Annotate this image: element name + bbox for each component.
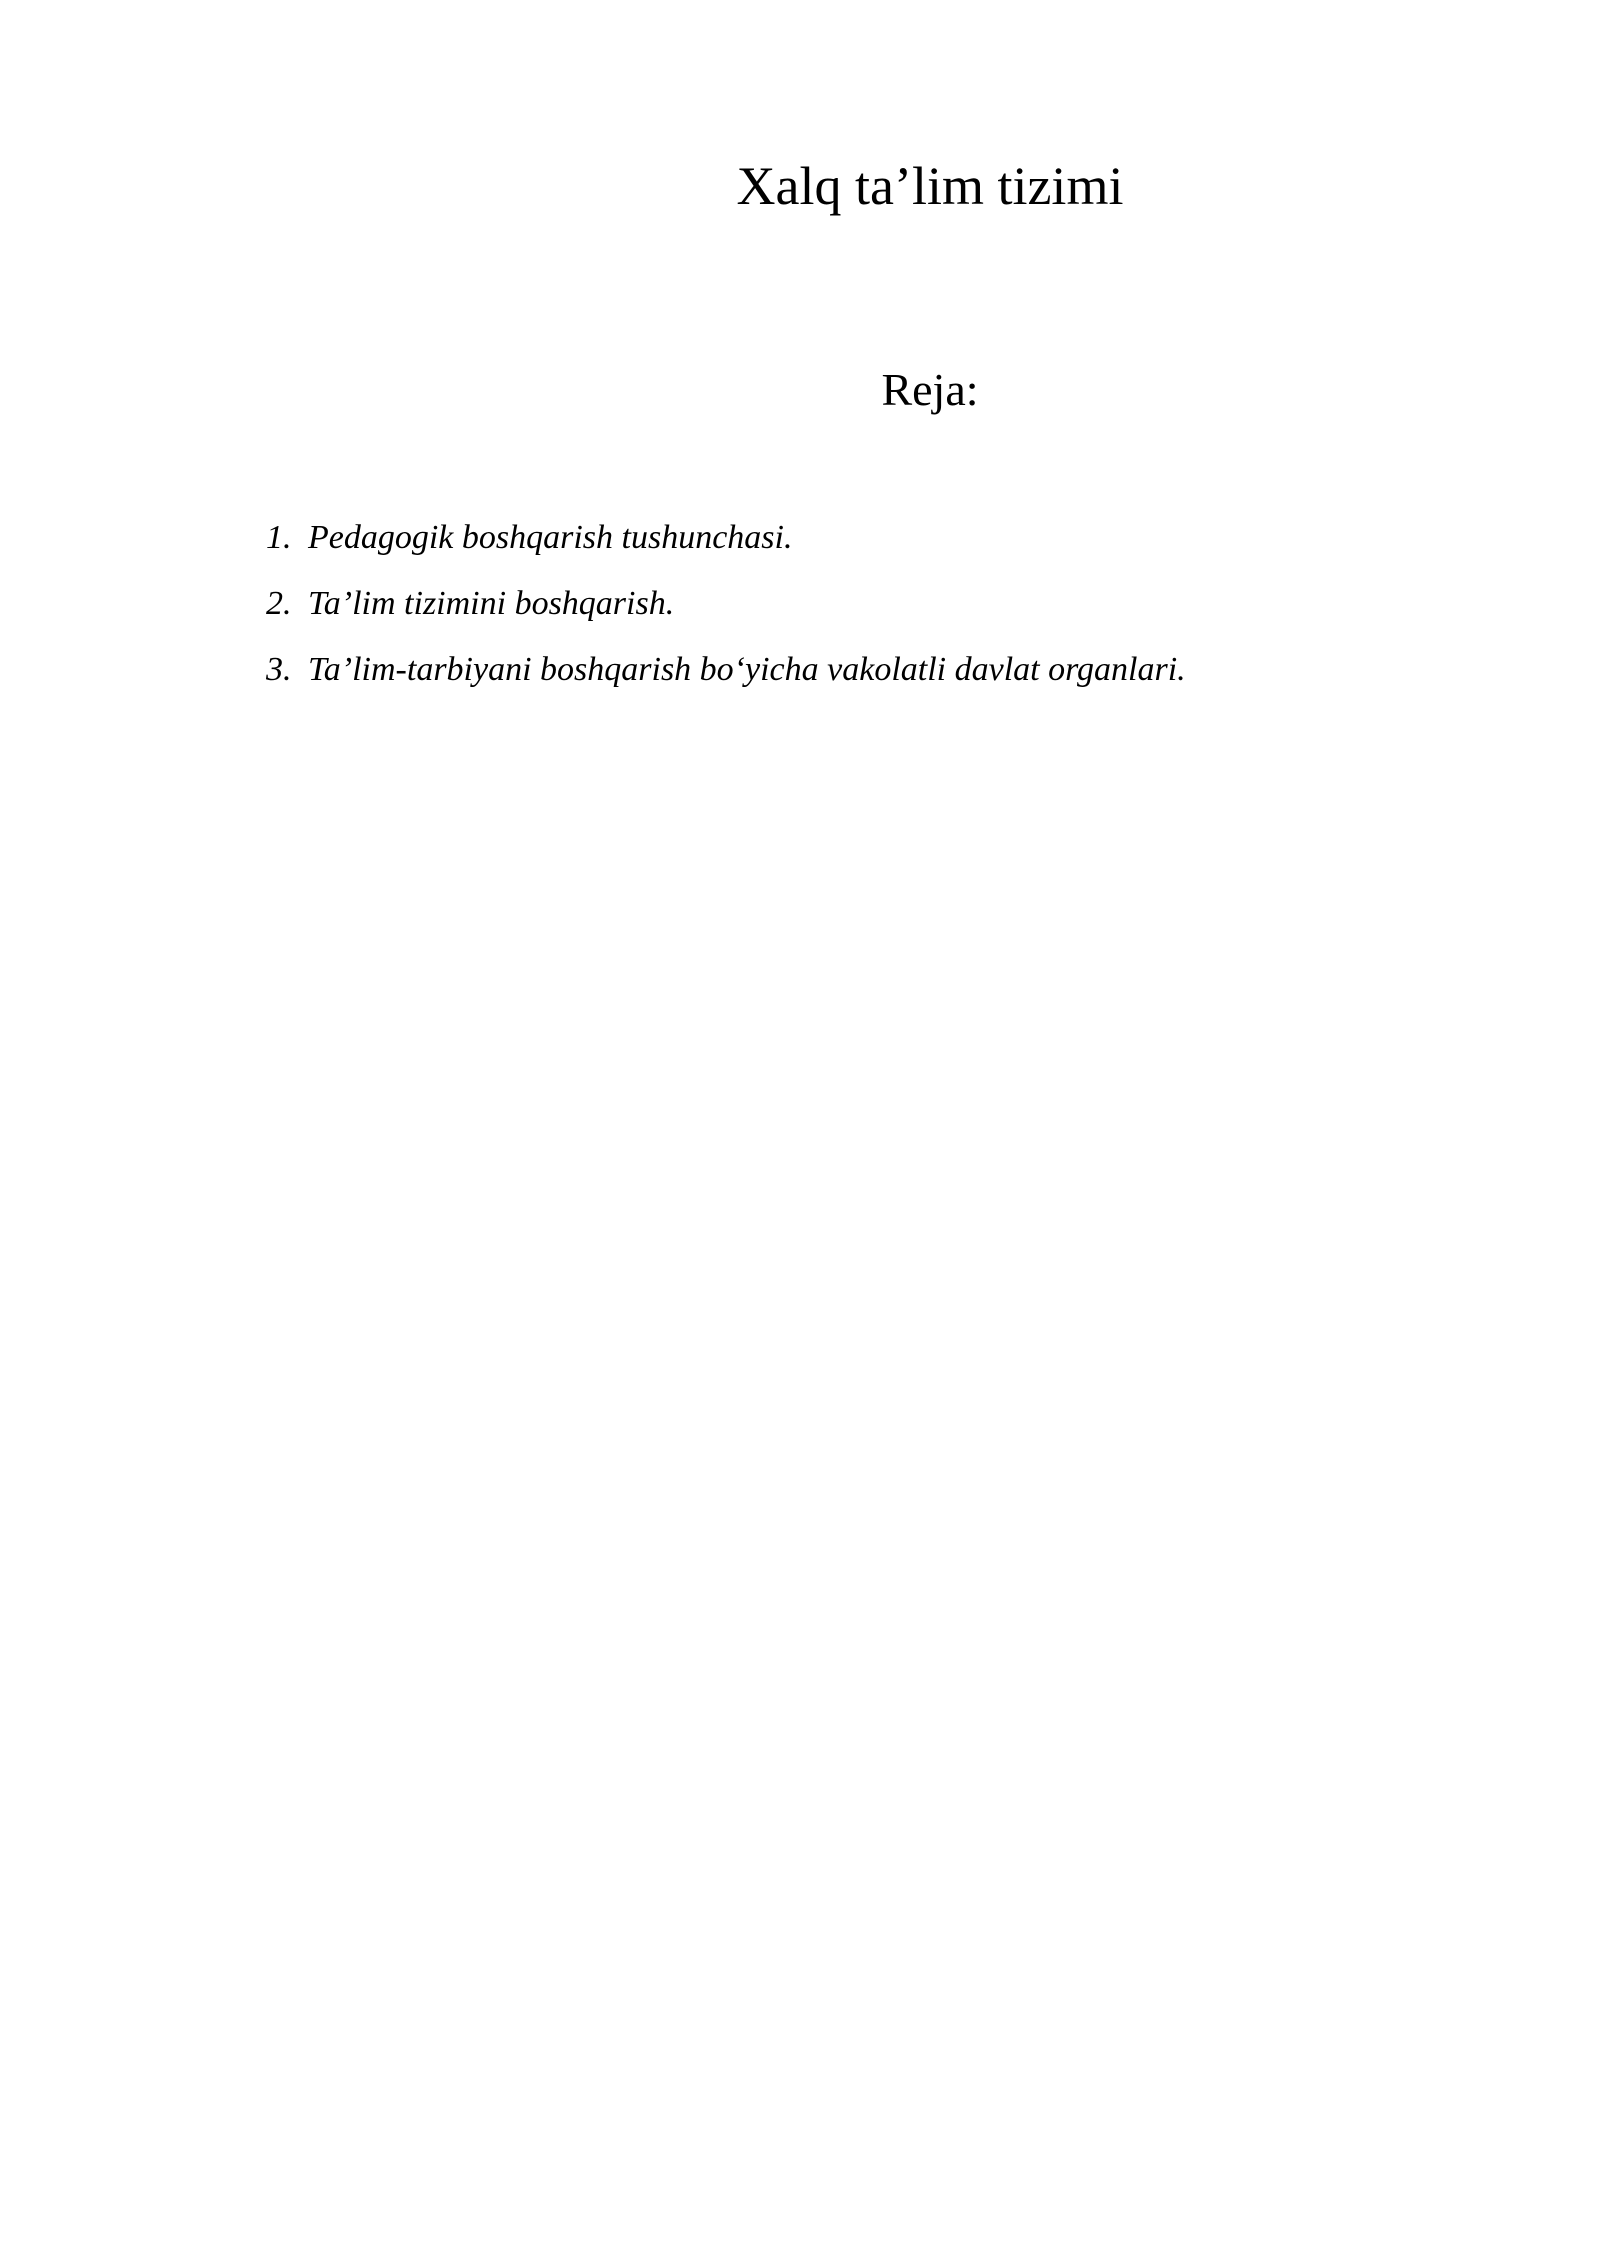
plan-item-text: Pedagogik boshqarish tushunchasi. — [308, 519, 793, 556]
plan-item-text: Ta’lim tizimini boshqarish. — [308, 585, 675, 622]
plan-item — [266, 571, 1186, 637]
plan-item — [266, 637, 1186, 703]
plan-item-text: Ta’lim-tarbiyani boshqarish bo‘yicha vakolatli davlat organlari. — [308, 651, 1186, 688]
plan-list — [266, 505, 1186, 703]
plan-item-number: 2. — [266, 585, 292, 622]
page-title: Xalq ta’lim tizimi — [736, 156, 1124, 216]
plan-heading: Reja: — [881, 364, 979, 415]
plan-item — [266, 505, 1186, 571]
plan-item-number: 3. — [266, 651, 292, 688]
plan-item-number: 1. — [266, 519, 292, 556]
